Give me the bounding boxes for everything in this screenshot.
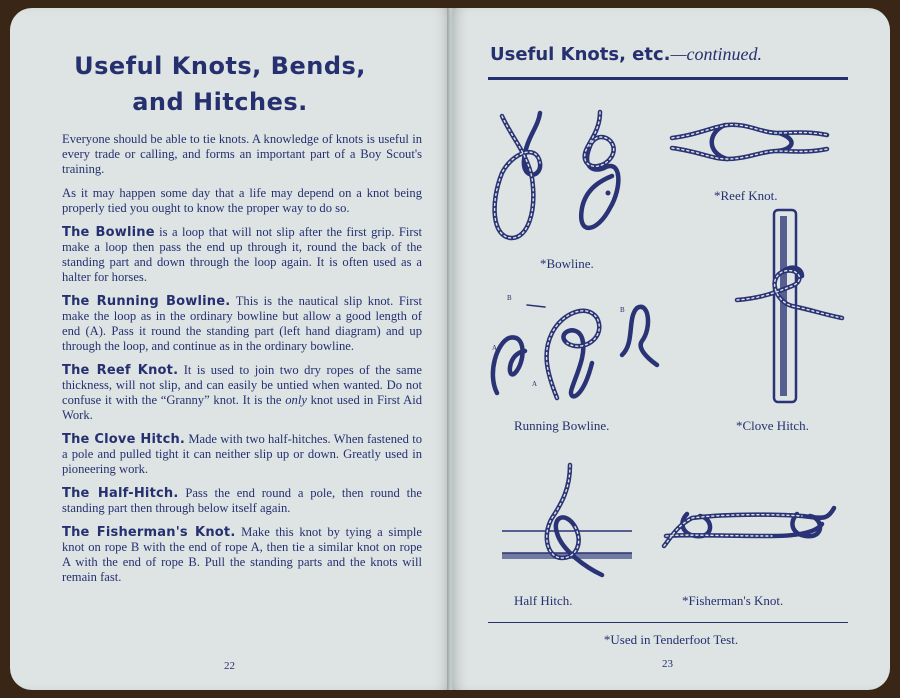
section-text: Made with two half-hitches. When fastened to a pole and pulled tight it can neither slip up or down. Greatly used in pioneering work. — [62, 432, 422, 476]
title-main: Useful Knots, etc. — [490, 44, 671, 65]
right-page — [452, 8, 890, 690]
caption-bowline: *Bowline. — [540, 256, 594, 271]
intro-paragraph-2: As it may happen some day that a life may depend on a knot being properly tied you ought to know the proper way to do so. — [62, 186, 422, 215]
section-clove-hitch — [62, 432, 422, 477]
label-b-2: B — [620, 306, 625, 314]
page-title — [10, 48, 430, 120]
title-line-2: and Hitches. — [132, 88, 308, 116]
section-text: knot used in First Aid Work. — [62, 393, 422, 422]
page-number-right: 23 — [662, 658, 673, 670]
title-continued: —continued. — [670, 44, 762, 64]
section-bowline — [62, 225, 422, 285]
section-heading: The Clove Hitch. — [62, 432, 186, 447]
section-half-hitch — [62, 486, 422, 516]
emphasis-text: only — [285, 393, 307, 407]
label-a-1: A — [492, 344, 498, 352]
section-text: Pass the end round a pole, then round the standing part then through below itself again. — [62, 486, 422, 515]
section-heading: The Fisherman's Knot. — [62, 525, 236, 540]
section-heading: The Running Bowline. — [62, 294, 231, 309]
header-rule — [488, 77, 848, 80]
body-text — [62, 132, 422, 594]
caption-half-hitch: Half Hitch. — [514, 593, 573, 608]
section-text: Make this knot by tying a simple knot on rope B with the end of rope A, then tie a similar knot on rope A with the end of rope B. Pull the standing parts and the knots will remain fast. — [62, 525, 423, 584]
section-text: is a loop that will not slip after the first grip. First make a loop then pass the end up through it, round the back of the standing part and down through the loop again. It is often used as a halter for horses. — [62, 225, 423, 284]
footnote: *Used in Tenderfoot Test. — [603, 632, 739, 647]
bowline-diagram — [482, 98, 652, 258]
section-text: It is used to join two dry ropes of the same thickness, will not slip, and can easily be untied when wanted. Do not confuse it with the “Granny” knot. It is the — [62, 363, 422, 407]
left-page — [10, 8, 450, 690]
intro-paragraph-1: Everyone should be able to tie knots. A knowledge of knots is useful in every trade or calling, and forms an important part of a Boy Scout's training. — [62, 132, 422, 176]
caption-fishermans-knot: *Fisherman's Knot. — [682, 593, 784, 608]
clove-hitch-diagram — [732, 206, 852, 411]
section-heading: The Reef Knot. — [62, 363, 179, 378]
footer-rule — [488, 622, 848, 623]
section-fishermans-knot — [62, 525, 422, 585]
title-line-1: Useful Knots, Bends, — [74, 52, 366, 80]
section-text: This is the nautical slip knot. First make the loop as in the ordinary bowline but allow a good length of end (A). Pass it round the standing part (left hand diagram) and up through the loop, and continue as in the ordinary bowline. — [62, 294, 422, 353]
section-running-bowline — [62, 294, 422, 354]
reef-knot-diagram — [667, 113, 832, 173]
label-b-1: B — [507, 294, 512, 302]
page-number-left: 22 — [224, 660, 235, 672]
section-reef-knot — [62, 363, 422, 423]
label-a-2: A — [532, 380, 538, 388]
caption-running-bowline: Running Bowline. — [514, 418, 610, 433]
half-hitch-diagram — [502, 463, 632, 583]
caption-reef-knot: *Reef Knot. — [714, 188, 778, 203]
section-heading: The Half-Hitch. — [62, 486, 179, 501]
fishermans-knot-diagram — [662, 496, 837, 556]
running-bowline-diagram — [487, 293, 667, 413]
page-title-right — [490, 44, 850, 65]
section-heading: The Bowline — [62, 225, 155, 240]
caption-clove-hitch: *Clove Hitch. — [736, 418, 809, 433]
